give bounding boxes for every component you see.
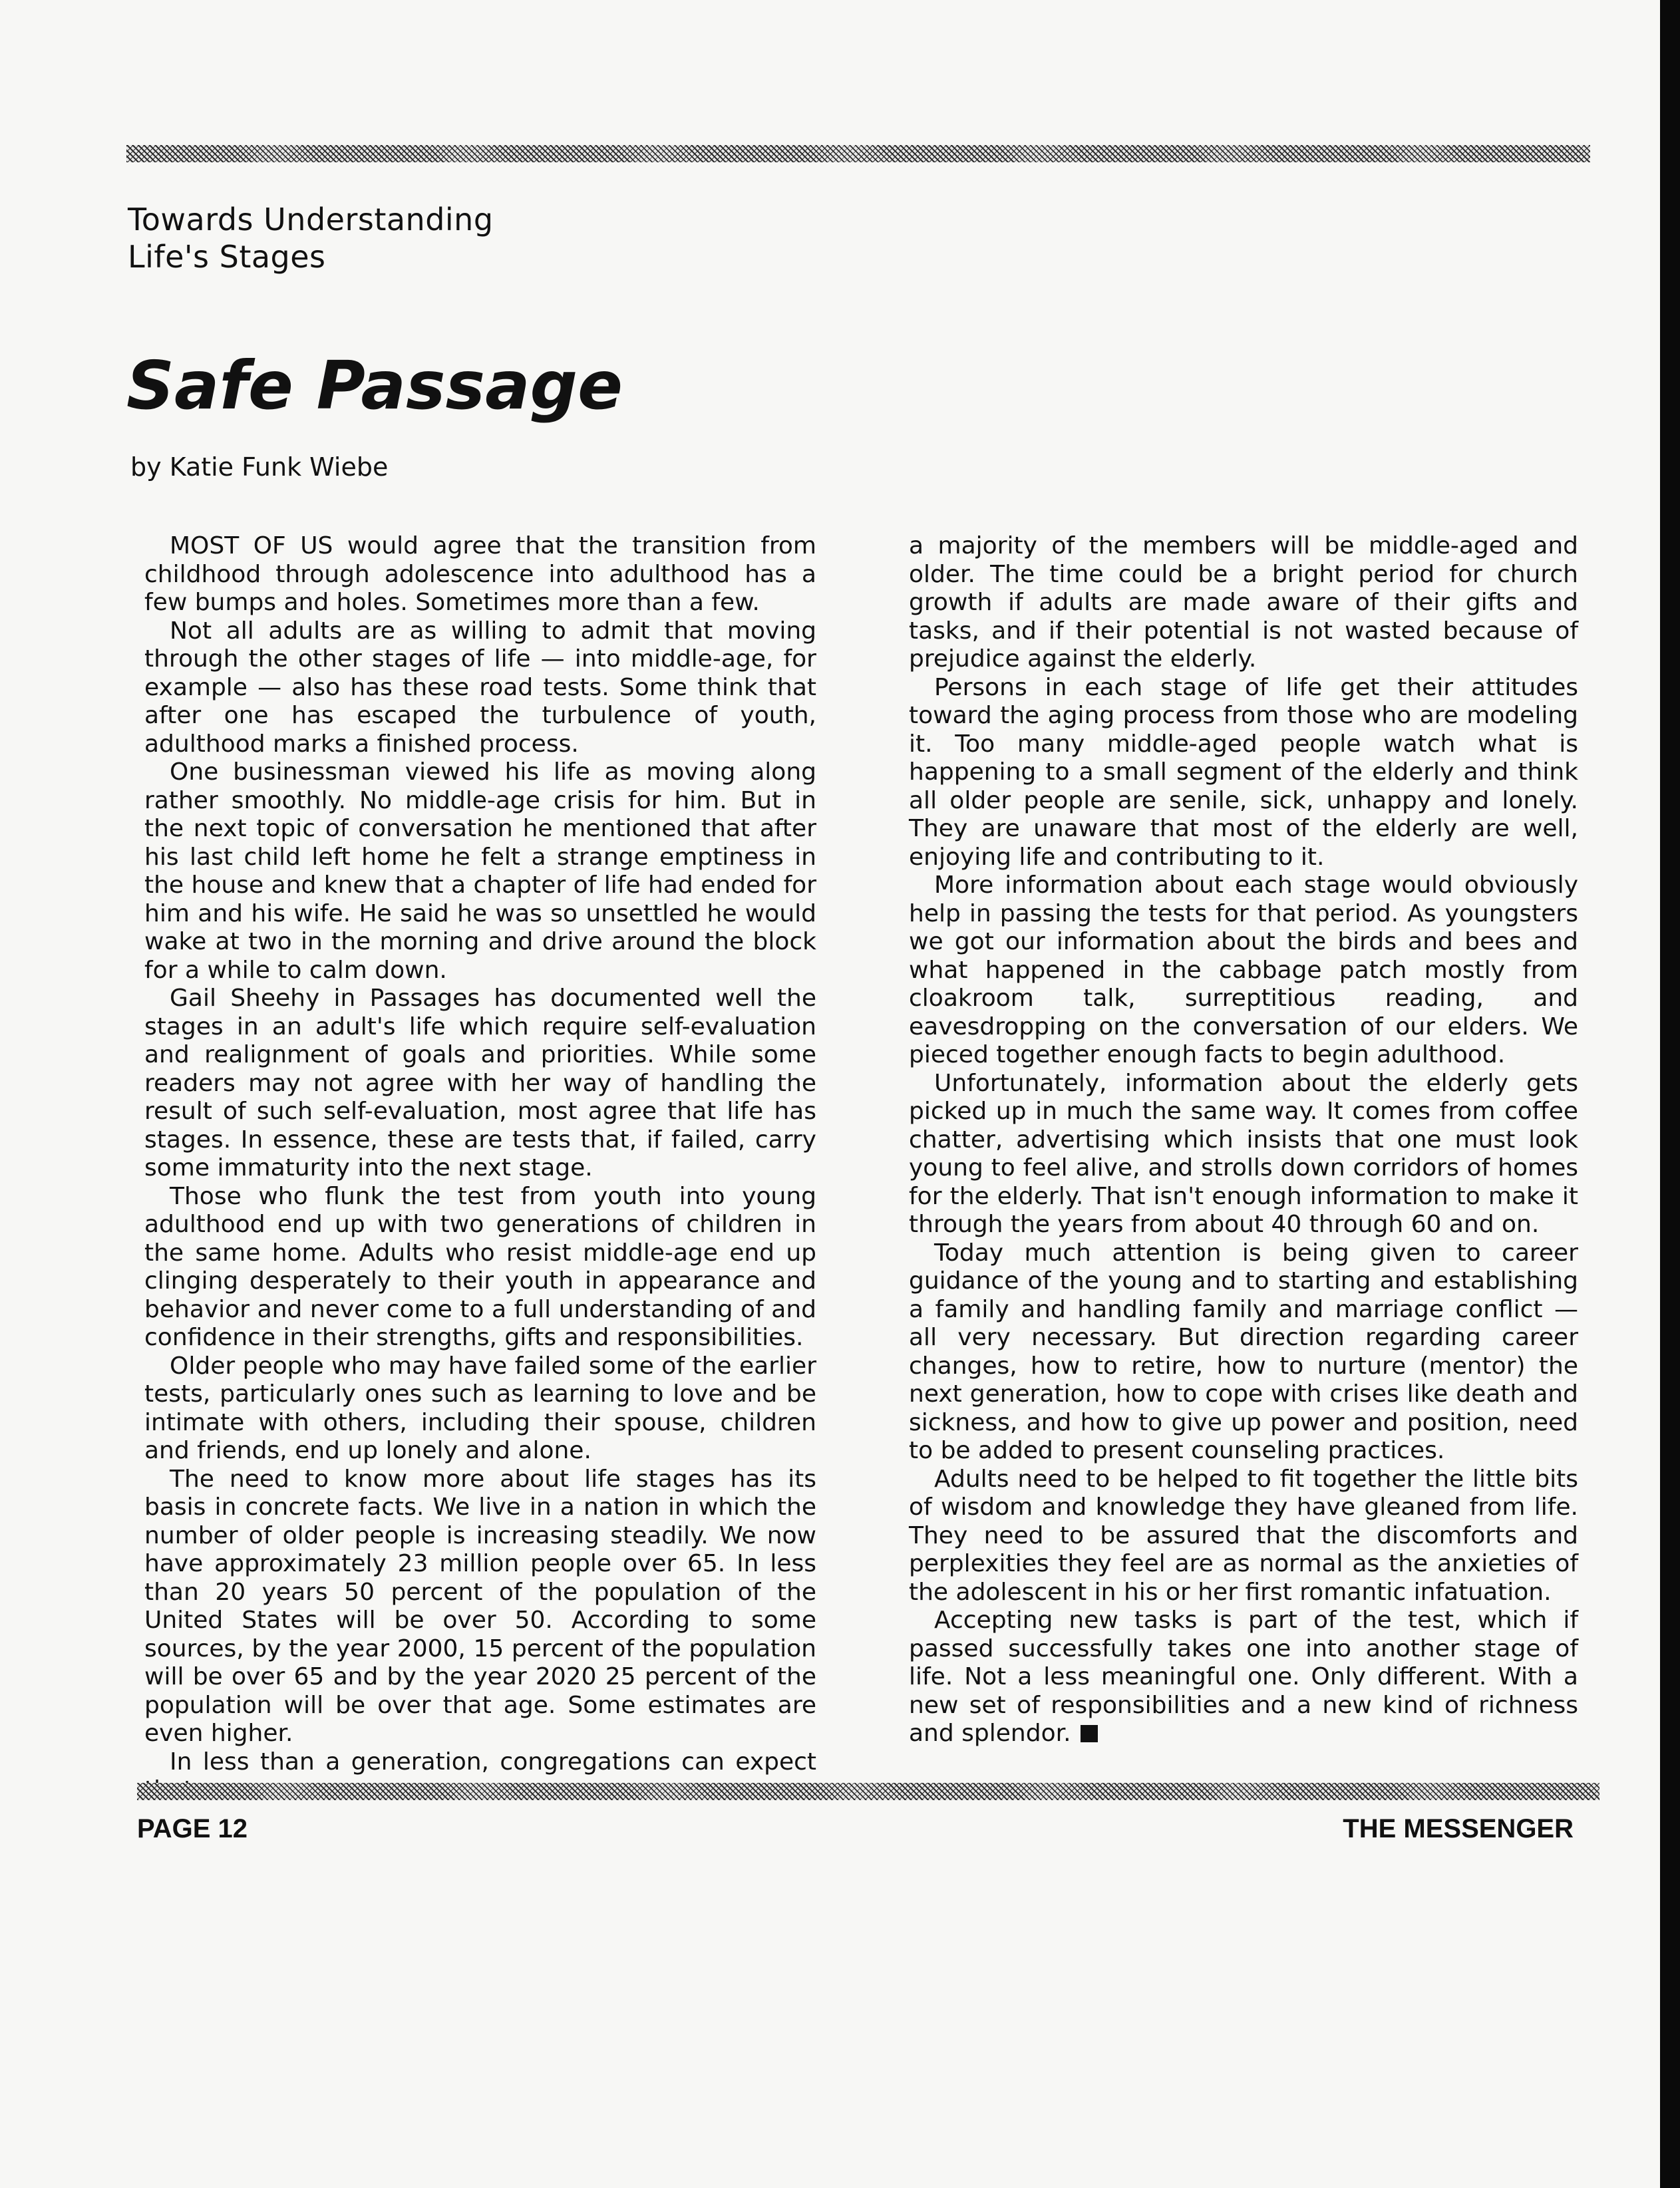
publication-name: THE MESSENGER [1343, 1814, 1574, 1843]
paragraph: The need to know more about life stages has its basis in concrete facts. We live in a nation in which the number of older people is increasing steadily. We now have approximately 23 million people over 65. In less than 20 years 50 percent of the population of the United States will be over 50. According to some sources, by the year 2000, 15 percent of the population will be over 65 and by the year 2020 25 percent of the population will be over that age. Some estimates are even higher. [144, 1465, 816, 1747]
kicker-line-1: Towards Understanding [128, 202, 494, 237]
paragraph: Gail Sheehy in Passages has documented well the stages in an adult's life which require self-evaluation and realignment of goals and priorities. While some readers may not agree with her way of handling the result of such self-evaluation, most agree that life has stages. In essence, these are tests that, if failed, carry some immaturity into the next stage. [144, 985, 816, 1181]
end-mark-icon [1081, 1725, 1098, 1742]
paragraph: One businessman viewed his life as moving along rather smoothly. No middle-age crisis for him. But in the next topic of conversation he mentioned that after his last child left home he felt a strange emptiness in the house and knew that a chapter of life had ended for him and his wife. He said he was so unsettled he would wake at two in the morning and drive around the block for a while to calm down. [144, 758, 816, 984]
paragraph: Those who flunk the test from youth into young adulthood end up with two generations of children in the same home. Adults who resist middle-age end up clinging desperately to their youth in appearance and behavior and never come to a full understanding of and confidence in their strengths, gifts and responsibilities. [144, 1182, 816, 1351]
kicker-line-2: Life's Stages [128, 239, 326, 275]
final-paragraph [909, 1607, 1578, 1748]
paragraph: Older people who may have failed some of the earlier tests, particularly ones such as learning to love and be intimate with others, including their spouse, children and friends, end up lonely and alone. [144, 1352, 816, 1464]
page-number: PAGE 12 [137, 1814, 248, 1843]
article-byline: by Katie Funk Wiebe [130, 452, 389, 482]
final-paragraph-text: Accepting new tasks is part of the test, which if passed successfully takes one into another stage of life. Not a less meaningful one. Only different. With a new set of responsibilities and a new kind of richness and splendor. [909, 1607, 1578, 1747]
paragraph: Not all adults are as willing to admit that moving through the other stages of life — into middle-age, for example — also has these road tests. Some think that after one has escaped the turbulence of youth, adulthood marks a finished process. [144, 617, 816, 758]
paragraph: Unfortunately, information about the elderly gets picked up in much the same way. It comes from coffee chatter, advertising which insists that one must look young to feel alive, and strolls down corridors of homes for the elderly. That isn't enough information to make it through the years from about 40 through 60 and on. [909, 1069, 1578, 1238]
paragraph: More information about each stage would obviously help in passing the tests for that period. As youngsters we got our information about the birds and bees and what happened in the cabbage patch mostly from cloakroom talk, surreptitious reading, and eavesdropping on the conversation of our elders. We pieced together enough facts to begin adulthood. [909, 871, 1578, 1068]
bottom-decorative-rule [137, 1783, 1599, 1800]
article-title: Safe Passage [126, 347, 623, 424]
paragraph: Today much attention is being given to career guidance of the young and to starting and establishing a family and handling family and marriage conflict — all very necessary. But direction regarding career changes, how to retire, how to nurture (mentor) the next generation, how to cope with crises like death and sickness, and how to give up power and position, need to be added to present counseling practices. [909, 1239, 1578, 1464]
right-column [909, 532, 1578, 1748]
left-column [144, 532, 816, 1805]
top-decorative-rule [126, 145, 1590, 162]
scan-edge [1660, 0, 1680, 2188]
paragraph-continuation: a majority of the members will be middle-aged and older. The time could be a bright period for church growth if adults are made aware of their gifts and tasks, and if their potential is not wasted because of prejudice against the elderly. [909, 532, 1578, 673]
paragraph: Adults need to be helped to fit together the little bits of wisdom and knowledge they have gleaned from life. They need to be assured that the discomforts and perplexities they feel are as normal as the anxieties of the adolescent in his or her first romantic infatuation. [909, 1465, 1578, 1606]
paragraph: Persons in each stage of life get their attitudes toward the aging process from those who are modeling it. Too many middle-aged people watch what is happening to a small segment of the elderly and think all older people are senile, sick, unhappy and lonely. They are unaware that most of the elderly are well, enjoying life and contributing to it. [909, 673, 1578, 871]
paragraph: In less than a generation, congregations can expect [170, 1748, 816, 1776]
section-kicker [128, 201, 494, 275]
paragraph: MOST OF US would agree that the transition from childhood through adolescence into adulthood has a few bumps and holes. Sometimes more than a few. [144, 532, 816, 616]
